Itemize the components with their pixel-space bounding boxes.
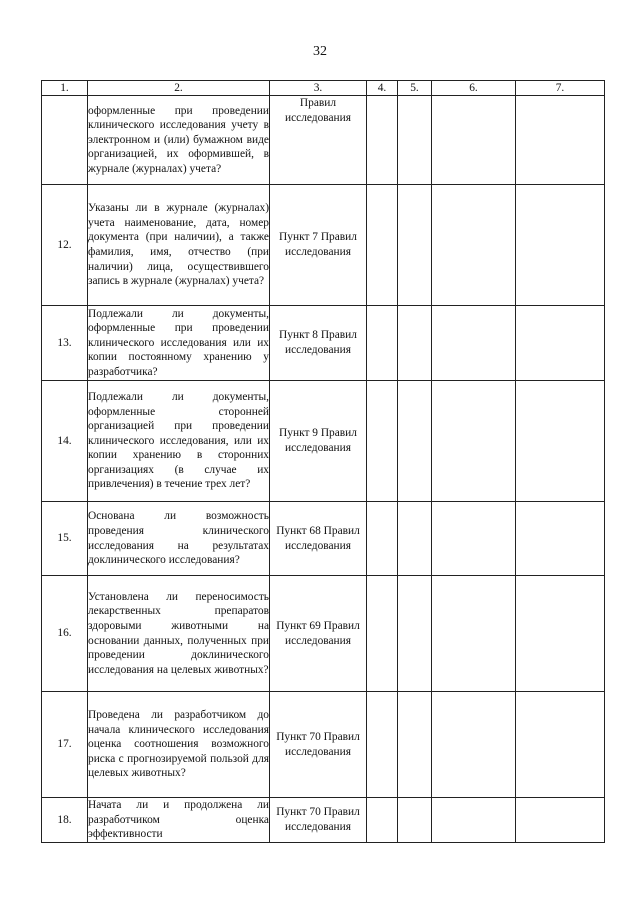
column-header: 7. (516, 81, 605, 96)
question-text: Начата ли и продолжена ли разработчиком оценка эффективности (88, 798, 270, 843)
row-number: 16. (42, 576, 88, 692)
page-number: 32 (313, 44, 327, 59)
header-row (42, 81, 605, 96)
table-row (42, 185, 605, 306)
question-text: Основана ли возможность проведения клинического исследования на результатах доклинического исследования? (88, 502, 270, 576)
answer-cell-yes (367, 185, 398, 306)
legal-reference: Пункт 7 Правил исследования (270, 185, 367, 306)
table-row (42, 502, 605, 576)
row-number: 13. (42, 306, 88, 381)
row-number: 14. (42, 381, 88, 502)
answer-cell-yes (367, 381, 398, 502)
answer-cell-yes (367, 306, 398, 381)
answer-cell-no (398, 502, 432, 576)
note-cell (516, 576, 605, 692)
question-text: Проведена ли разработчиком до начала клинического исследования оценка соотношения возможного риска с прогнозируемой пользой для целевых животных? (88, 692, 270, 798)
question-text: оформленные при проведении клинического исследования учету в электронном и (или) бумажном виде организацией, их оформившей, в журнале (журналах) учета? (88, 96, 270, 185)
answer-cell-na (432, 381, 516, 502)
legal-reference: Пункт 9 Правил исследования (270, 381, 367, 502)
row-number: 15. (42, 502, 88, 576)
answer-cell-yes (367, 502, 398, 576)
column-header: 1. (42, 81, 88, 96)
answer-cell-no (398, 306, 432, 381)
column-header: 4. (367, 81, 398, 96)
answer-cell-na (432, 502, 516, 576)
answer-cell-na (432, 576, 516, 692)
note-cell (516, 381, 605, 502)
column-header: 6. (432, 81, 516, 96)
answer-cell-na (432, 798, 516, 843)
answer-cell-yes (367, 798, 398, 843)
checklist-table (41, 80, 605, 843)
legal-reference: Пункт 70 Правил исследования (270, 798, 367, 843)
question-text: Подлежали ли документы, оформленные при проведении клинического исследования или их копии постоянному хранению у разработчика? (88, 306, 270, 381)
column-header: 5. (398, 81, 432, 96)
answer-cell-yes (367, 692, 398, 798)
note-cell (516, 502, 605, 576)
note-cell (516, 306, 605, 381)
note-cell (516, 692, 605, 798)
question-text: Указаны ли в журнале (журналах) учета наименование, дата, номер документа (при наличии), а также фамилия, имя, отчество (при наличии) лица, осуществившего запись в журнале (журналах) учета? (88, 185, 270, 306)
answer-cell-yes (367, 96, 398, 185)
answer-cell-no (398, 381, 432, 502)
answer-cell-na (432, 306, 516, 381)
table-row (42, 576, 605, 692)
legal-reference: Пункт 8 Правил исследования (270, 306, 367, 381)
answer-cell-no (398, 798, 432, 843)
note-cell (516, 798, 605, 843)
row-number: 12. (42, 185, 88, 306)
legal-reference: Пункт 68 Правил исследования (270, 502, 367, 576)
answer-cell-na (432, 185, 516, 306)
row-number: 17. (42, 692, 88, 798)
note-cell (516, 96, 605, 185)
column-header: 2. (88, 81, 270, 96)
table-row (42, 692, 605, 798)
column-header: 3. (270, 81, 367, 96)
row-number: 18. (42, 798, 88, 843)
table-row (42, 798, 605, 843)
table-row (42, 96, 605, 185)
answer-cell-no (398, 692, 432, 798)
legal-reference: Пункт 69 Правил исследования (270, 576, 367, 692)
answer-cell-na (432, 96, 516, 185)
answer-cell-no (398, 576, 432, 692)
answer-cell-no (398, 96, 432, 185)
answer-cell-yes (367, 576, 398, 692)
note-cell (516, 185, 605, 306)
question-text: Установлена ли переносимость лекарственных препаратов здоровыми животными на основании данных, полученных при проведении доклинического исследования на целевых животных? (88, 576, 270, 692)
question-text: Подлежали ли документы, оформленные сторонней организацией при проведении клинического исследования, или их копии хранению в сторонних организациях (в случае их привлечения) в течение трех лет? (88, 381, 270, 502)
row-number (42, 96, 88, 185)
table-row (42, 306, 605, 381)
answer-cell-no (398, 185, 432, 306)
table-row (42, 381, 605, 502)
legal-reference: Пункт 70 Правил исследования (270, 692, 367, 798)
legal-reference: Правил исследования (270, 96, 367, 185)
answer-cell-na (432, 692, 516, 798)
